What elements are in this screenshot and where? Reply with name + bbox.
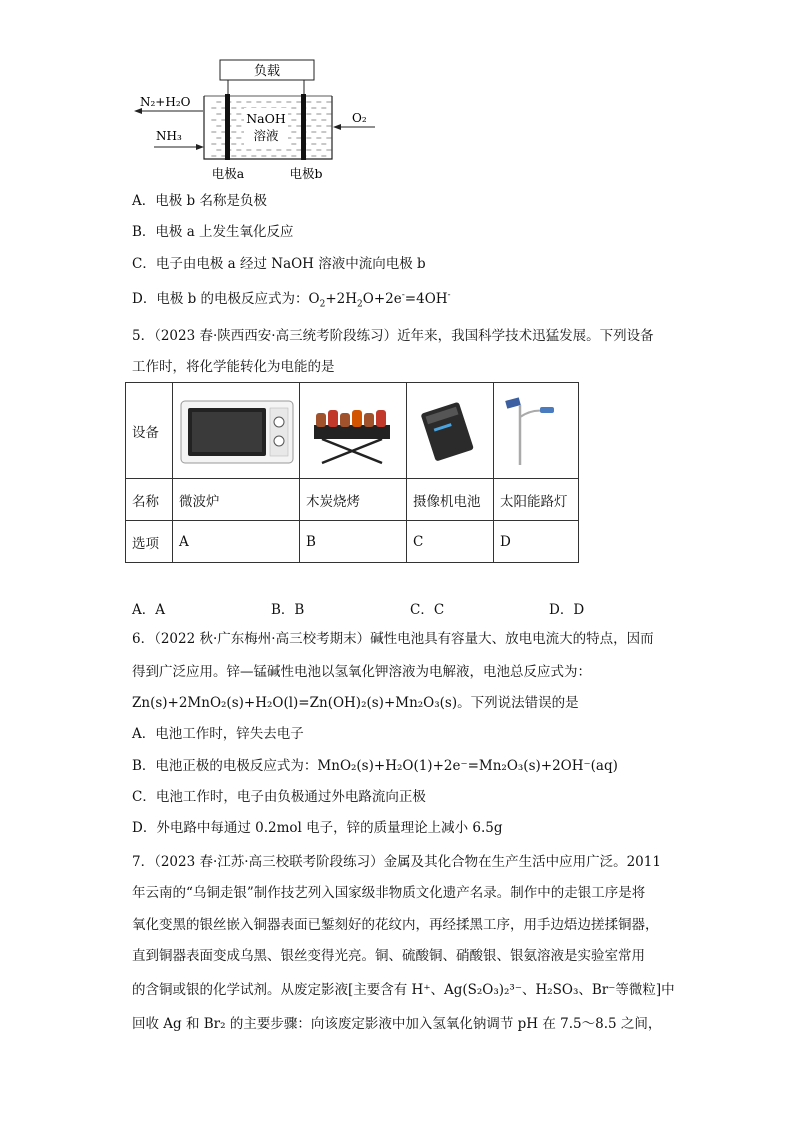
q7-line-1: 7．（2023 春·江苏·高三校联考阶段练习）金属及其化合物在生产生活中应用广泛。2011 xyxy=(132,854,661,870)
q6-option-c: C．电池工作时，电子由负极通过外电路流向正极 xyxy=(132,789,426,805)
row-header-device: 设备 xyxy=(126,383,173,479)
name-cell: 摄像机电池 xyxy=(407,479,494,521)
name-cell: 太阳能路灯 xyxy=(494,479,579,521)
option-cell: D xyxy=(494,521,579,563)
q6-option-d: D．外电路中每通过 0.2mol 电子，锌的质量理论上减小 6.5g xyxy=(132,820,503,836)
table-row xyxy=(126,521,579,563)
q7-line-2: 年云南的“乌铜走银”制作技艺列入国家级非物质文化遗产名录。制作中的走银工序是将 xyxy=(132,885,646,901)
electrode-a-label: 电极a xyxy=(211,166,245,181)
option-cell: B xyxy=(300,521,407,563)
electrode-b-label: 电极b xyxy=(289,166,323,181)
device-table xyxy=(125,382,579,563)
q5-stem-line-2: 工作时，将化学能转化为电能的是 xyxy=(132,359,335,375)
q4-option-d: D．电极 b 的电极反应式为：$O_2+2H_2O+2e^-=4OH^-$ xyxy=(132,290,451,310)
q6-option-b: B．电池正极的电极反应式为：MnO₂(s)+H₂O(1)+2e⁻=Mn₂O₃(s)+2OH⁻(aq) xyxy=(132,758,618,774)
q6-stem-line-2: 得到广泛应用。锌—锰碱性电池以氢氧化钾溶液为电解液，电池总反应式为： xyxy=(132,664,591,680)
q5-answer-a: A．A xyxy=(132,602,165,618)
q7-line-3: 氧化变黑的银丝嵌入铜器表面已錾刻好的花纹内，再经揉黑工序，用手边焐边搓揉铜器， xyxy=(132,917,659,933)
name-cell: 微波炉 xyxy=(173,479,300,521)
q5-answer-c: C．C xyxy=(410,602,445,618)
solution-label-1: NaOH xyxy=(246,111,286,126)
q5-stem-line-1: 5．（2023 春·陕西西安·高三统考阶段练习）近年来，我国科学技术迅猛发展。下列设备 xyxy=(132,328,654,344)
left-out-label: N₂+H₂O xyxy=(140,95,191,109)
q5-answer-d: D．D xyxy=(549,602,585,618)
q7-line-4: 直到铜器表面变成乌黑、银丝变得光亮。铜、硫酸铜、硝酸银、银氨溶液是实验室常用 xyxy=(132,948,645,964)
microwave-image xyxy=(179,395,297,467)
fuel-cell-diagram xyxy=(130,56,390,184)
table-row xyxy=(126,479,579,521)
table-row xyxy=(126,383,579,479)
camera-battery-image xyxy=(413,395,479,467)
option-cell: A xyxy=(173,521,300,563)
right-in-label: O₂ xyxy=(352,111,367,125)
cell-battery xyxy=(407,383,494,479)
q4-option-b: B．电极 a 上发生氧化反应 xyxy=(132,224,294,240)
cell-solar-lamp xyxy=(494,383,579,479)
load-label: 负载 xyxy=(253,64,281,79)
q6-stem-line-1: 6．（2022 秋·广东梅州·高三校考期末）碱性电池具有容量大、放电电流大的特点，因而 xyxy=(132,631,654,647)
option-cell: C xyxy=(407,521,494,563)
row-header-name: 名称 xyxy=(126,479,173,521)
row-header-option: 选项 xyxy=(126,521,173,563)
q4-option-a: A．电极 b 名称是负极 xyxy=(132,193,267,209)
electrode-b xyxy=(301,94,306,160)
solution-label-2: 溶液 xyxy=(253,128,279,143)
cell-microwave xyxy=(173,383,300,479)
left-in-label: NH₃ xyxy=(156,129,182,143)
q7-line-6: 回收 Ag 和 Br₂ 的主要步骤：向该废定影液中加入氢氧化钠调节 pH 在 7.5～8.5 之间， xyxy=(132,1016,662,1032)
solar-street-lamp-image xyxy=(500,395,560,467)
cell-grill xyxy=(300,383,407,479)
q5-answer-b: B．B xyxy=(271,602,305,618)
electrode-a xyxy=(225,94,230,160)
name-cell: 木炭烧烤 xyxy=(300,479,407,521)
q7-line-5: 的含铜或银的化学试剂。从废定影液[主要含有 H⁺、Ag(S₂O₃)₂³⁻、H₂SO₃、Br⁻等微粒]中 xyxy=(132,982,675,998)
q6-equation: Zn(s)+2MnO₂(s)+H₂O(l)=Zn(OH)₂(s)+Mn₂O₃(s)。下列说法错误的是 xyxy=(132,695,579,711)
charcoal-grill-image xyxy=(306,395,398,467)
q6-option-a: A．电池工作时，锌失去电子 xyxy=(132,726,304,742)
q4-option-c: C．电子由电极 a 经过 NaOH 溶液中流向电极 b xyxy=(132,256,426,272)
